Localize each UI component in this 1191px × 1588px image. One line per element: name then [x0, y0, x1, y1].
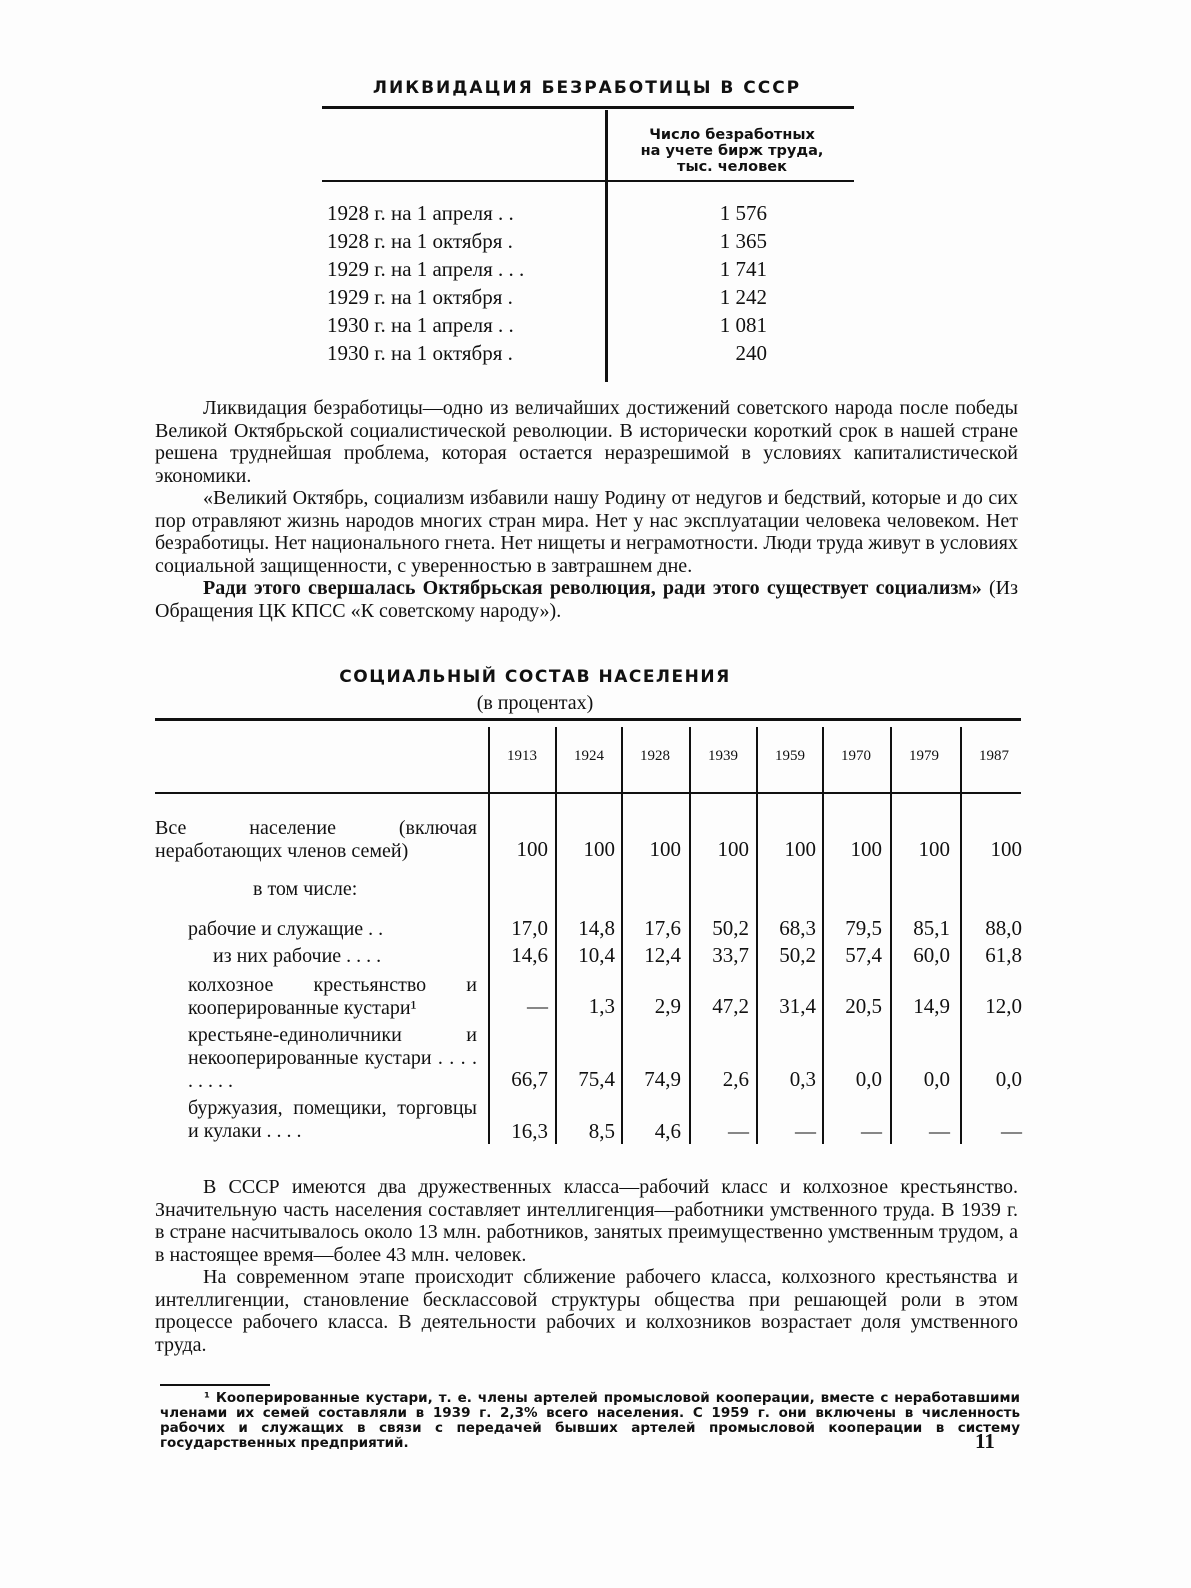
footnote [160, 1391, 1020, 1451]
row-label: 1928 г. на 1 апреля . . [327, 201, 514, 225]
table-cell: 14,6 [511, 943, 548, 967]
table-cell: 75,4 [578, 1067, 615, 1091]
table-cell: 60,0 [913, 943, 950, 967]
row-label: рабочие и служащие . . [188, 918, 384, 940]
table-cell: 100 [918, 837, 950, 861]
table1-title: ЛИКВИДАЦИЯ БЕЗРАБОТИЦЫ В СССР [372, 78, 802, 98]
row-label: 1929 г. на 1 октября . [327, 285, 513, 309]
year-header: 1924 [574, 748, 604, 764]
table1-row [327, 229, 852, 257]
table1-row [327, 313, 852, 341]
table-cell: 0,3 [789, 1067, 816, 1091]
table-cell: 66,7 [511, 1067, 548, 1091]
colhead-line-3: тыс. человек [677, 159, 787, 175]
year-header: 1928 [640, 748, 670, 764]
year-header: 1959 [775, 748, 805, 764]
table-cell: 61,8 [985, 943, 1022, 967]
table-cell: 8,5 [588, 1119, 615, 1143]
table-cell: — [527, 994, 548, 1018]
table2-top-rule [155, 718, 1021, 721]
table1-row [327, 257, 852, 285]
table-cell: 2,9 [654, 994, 681, 1018]
table-cell: 12,4 [644, 943, 681, 967]
table-cell: — [861, 1119, 882, 1143]
row-label: 1929 г. на 1 апреля . . . [327, 257, 525, 281]
table-cell: 50,2 [712, 916, 749, 940]
table1-top-rule [322, 106, 854, 109]
row-label: в том числе: [253, 878, 358, 900]
table-cell: 20,5 [845, 994, 882, 1018]
table-cell: 16,3 [511, 1119, 548, 1143]
citation-text: (Из Обращения ЦК КПСС «К советскому народу»). [155, 577, 1018, 622]
table2-title: СОЦИАЛЬНЫЙ СОСТАВ НАСЕЛЕНИЯ [339, 667, 731, 687]
row-value: 1 576 [719, 201, 767, 225]
row-value: 1 242 [719, 285, 767, 309]
table-cell: 74,9 [644, 1067, 681, 1091]
table-cell: 100 [583, 837, 615, 861]
table-cell: 0,0 [923, 1067, 950, 1091]
row-label: крестьяне-единоличники и некооперированные кустари . . . . . . . . . [188, 1024, 477, 1092]
row-label: буржуазия, помещики, торговцы и кулаки . . . . [188, 1097, 477, 1142]
table2-subtitle: (в процентах) [476, 692, 594, 714]
row-label: 1930 г. на 1 октября . [327, 341, 513, 365]
table-cell: 68,3 [779, 916, 816, 940]
year-header: 1939 [708, 748, 738, 764]
table-cell: 1,3 [588, 994, 615, 1018]
table1-row [327, 341, 852, 369]
table-cell: 14,9 [913, 994, 950, 1018]
table-cell: 79,5 [845, 916, 882, 940]
row-label: из них рабочие . . . . [213, 945, 382, 967]
row-label: 1928 г. на 1 октября . [327, 229, 513, 253]
table-cell: 33,7 [712, 943, 749, 967]
table-cell: 85,1 [913, 916, 950, 940]
bold-text: Ради этого свершалась Октябрьская революция, ради этого существует социализм» [203, 577, 982, 599]
year-header: 1979 [909, 748, 939, 764]
table1-row [327, 285, 852, 313]
row-label: колхозное крестьянство и кооперированные кустари¹ [188, 974, 477, 1019]
colhead-line-2: на учете бирж труда, [640, 143, 824, 159]
page-number: 11 [975, 1429, 995, 1453]
table-cell: 100 [516, 837, 548, 861]
table-cell: 31,4 [779, 994, 816, 1018]
table1-row [327, 201, 852, 229]
year-header: 1970 [841, 748, 871, 764]
paragraph: На современном этапе происходит сближение рабочего класса, колхозного крестьянства и интеллигенции, становление бесклассовой структуры общества при решающей роли в этом процессе рабочего класса. В деятельности рабочих и колхозников возрастает доля умственного труда. [155, 1266, 1018, 1356]
table-cell: — [929, 1119, 950, 1143]
table-cell: 47,2 [712, 994, 749, 1018]
paragraph: Ликвидация безработицы—одно из величайших достижений советского народа после победы Великой Октябрьской социалистической революции. В исторически короткий срок в нашей стране решена труднейшая проблема, которая остается неразрешимой в условиях капиталистической экономики. [155, 397, 1018, 487]
paragraph: «Великий Октябрь, социализм избавили нашу Родину от недугов и бедствий, которые и до сих пор отравляют жизнь народов многих стран мира. Нет у нас эксплуатации человека человеком. Нет безработицы. Нет национального гнета. Нет нищеты и неграмотности. Люди труда живут в условиях социальной защищенности, с уверенностью в завтрашнем дне. [155, 487, 1018, 577]
table1-column-header [612, 127, 852, 175]
table-cell: 88,0 [985, 916, 1022, 940]
row-value: 1 081 [719, 313, 767, 337]
row-value: 1 741 [719, 257, 767, 281]
table-cell: 0,0 [995, 1067, 1022, 1091]
table-cell: 50,2 [779, 943, 816, 967]
table-cell: 17,0 [511, 916, 548, 940]
year-header: 1913 [507, 748, 537, 764]
table-cell: — [728, 1119, 749, 1143]
row-label: 1930 г. на 1 апреля . . [327, 313, 514, 337]
colhead-line-1: Число безработных [649, 127, 815, 143]
table-cell: — [795, 1119, 816, 1143]
table-cell: 100 [717, 837, 749, 861]
table-cell: 2,6 [722, 1067, 749, 1091]
table1-header-rule [322, 180, 854, 182]
table-cell: — [1001, 1119, 1022, 1143]
table-cell: 57,4 [845, 943, 882, 967]
table-cell: 100 [784, 837, 816, 861]
table-cell: 100 [850, 837, 882, 861]
table-cell: 12,0 [985, 994, 1022, 1018]
text-block-2 [155, 1176, 1018, 1356]
table-cell: 17,6 [644, 916, 681, 940]
table-cell: 100 [649, 837, 681, 861]
table-cell: 0,0 [855, 1067, 882, 1091]
row-label: Все население (включая неработающих членов семей) [155, 817, 477, 862]
row-value: 1 365 [719, 229, 767, 253]
table-cell: 4,6 [654, 1119, 681, 1143]
table-cell: 14,8 [578, 916, 615, 940]
footnote-rule [160, 1384, 270, 1386]
row-value: 240 [735, 341, 767, 365]
paragraph: В СССР имеются два дружественных класса—рабочий класс и колхозное крестьянство. Значительную часть населения составляет интеллигенция—работники умственного труда. В 1939 г. в стране насчитывалось около 13 млн. работников, занятых преимущественно умственным трудом, а в настоящее время—более 43 млн. человек. [155, 1176, 1018, 1266]
table-cell: 100 [990, 837, 1022, 861]
text-block-1 [155, 397, 1018, 622]
table1-body [327, 201, 852, 369]
table-cell: 10,4 [578, 943, 615, 967]
footnote-text: ¹ Кооперированные кустари, т. е. члены артелей промысловой кооперации, вместе с неработавшими членами их семей составляли в 1939 г. 2,3% всего населения. С 1959 г. они включены в численность рабочих и служащих в связи с передачей бывших артелей промысловой кооперации в систему государственных предприятий. [160, 1390, 1020, 1451]
paragraph-quote-end [155, 577, 1018, 622]
year-header: 1987 [979, 748, 1009, 764]
